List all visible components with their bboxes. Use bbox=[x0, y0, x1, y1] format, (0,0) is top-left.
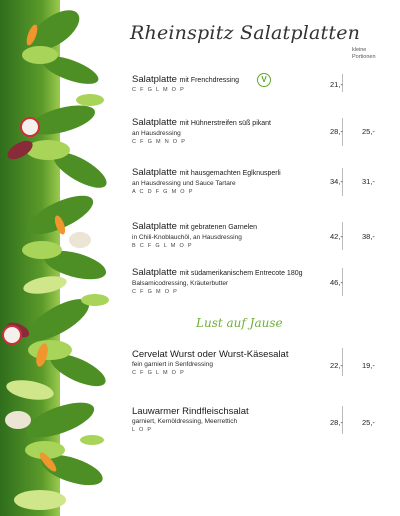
item-price: 28,- bbox=[330, 127, 343, 136]
allergen-codes: L O P bbox=[132, 427, 153, 433]
menu-item bbox=[132, 74, 239, 93]
menu-item bbox=[132, 167, 281, 195]
item-name: Cervelat Wurst oder Wurst-Käsesalat bbox=[132, 349, 289, 360]
item-name: Salatplatte bbox=[132, 117, 177, 128]
item-price: 22,- bbox=[330, 361, 343, 370]
item-name: Salatplatte bbox=[132, 167, 177, 178]
item-description: fein garniert in Senfdressing bbox=[132, 361, 213, 368]
small-portions-label-2: Portionen bbox=[352, 54, 376, 60]
item-name: Salatplatte bbox=[132, 267, 177, 278]
item-name: Salatplatte bbox=[132, 221, 177, 232]
allergen-codes: B C F G L M O P bbox=[132, 243, 193, 249]
item-price-small: 38,- bbox=[362, 232, 375, 241]
item-subtitle: mit Frenchdressing bbox=[179, 77, 240, 84]
item-price: 34,- bbox=[330, 177, 343, 186]
item-price-small: 25,- bbox=[362, 127, 375, 136]
item-subtitle: mit Hühnerstreifen süß pikant bbox=[179, 120, 271, 127]
item-subtitle: mit südamerikanischem Entrecote 180g bbox=[179, 270, 303, 277]
section-title: Lust auf Jause bbox=[196, 316, 283, 330]
allergen-codes: C F G L M O P bbox=[132, 87, 186, 93]
menu-item bbox=[132, 406, 249, 433]
small-portions-label-1: kleine bbox=[352, 47, 367, 53]
item-price: 46,- bbox=[330, 278, 343, 287]
item-description: garniert, Kernöldressing, Meerrettich bbox=[132, 418, 238, 425]
item-name: Salatplatte bbox=[132, 74, 177, 85]
item-name: Lauwarmer Rindfleischsalat bbox=[132, 406, 249, 417]
item-subtitle: mit gebratenen Garnelen bbox=[179, 224, 257, 231]
small-portions-header bbox=[352, 47, 392, 61]
allergen-codes: C F G M N O P bbox=[132, 139, 187, 145]
item-description: in Chili-Knoblauchöl, an Hausdressing bbox=[132, 234, 242, 241]
menu-item bbox=[132, 267, 303, 295]
item-subtitle: mit hausgemachten Eglknusperli bbox=[179, 170, 281, 177]
allergen-codes: A C D F G M O P bbox=[132, 189, 194, 195]
page-title: Rheinspitz Salatplatten bbox=[130, 22, 361, 44]
menu-item bbox=[132, 221, 257, 249]
item-description: an Hausdressing und Sauce Tartare bbox=[132, 180, 236, 187]
item-price-small: 31,- bbox=[362, 177, 375, 186]
menu-item bbox=[132, 117, 271, 145]
allergen-codes: C F G L M O P bbox=[132, 370, 186, 376]
item-price-small: 25,- bbox=[362, 418, 375, 427]
vegetarian-icon: V bbox=[257, 73, 271, 87]
item-price: 42,- bbox=[330, 232, 343, 241]
item-description: an Hausdressing bbox=[132, 130, 181, 137]
allergen-codes: C F G M O P bbox=[132, 289, 179, 295]
item-price-small: 19,- bbox=[362, 361, 375, 370]
item-description: Balsamicodressing, Kräuterbutter bbox=[132, 280, 229, 287]
vegetable-border-image bbox=[0, 0, 118, 516]
item-price: 21,- bbox=[330, 80, 343, 89]
menu-item bbox=[132, 349, 288, 376]
item-price: 28,- bbox=[330, 418, 343, 427]
